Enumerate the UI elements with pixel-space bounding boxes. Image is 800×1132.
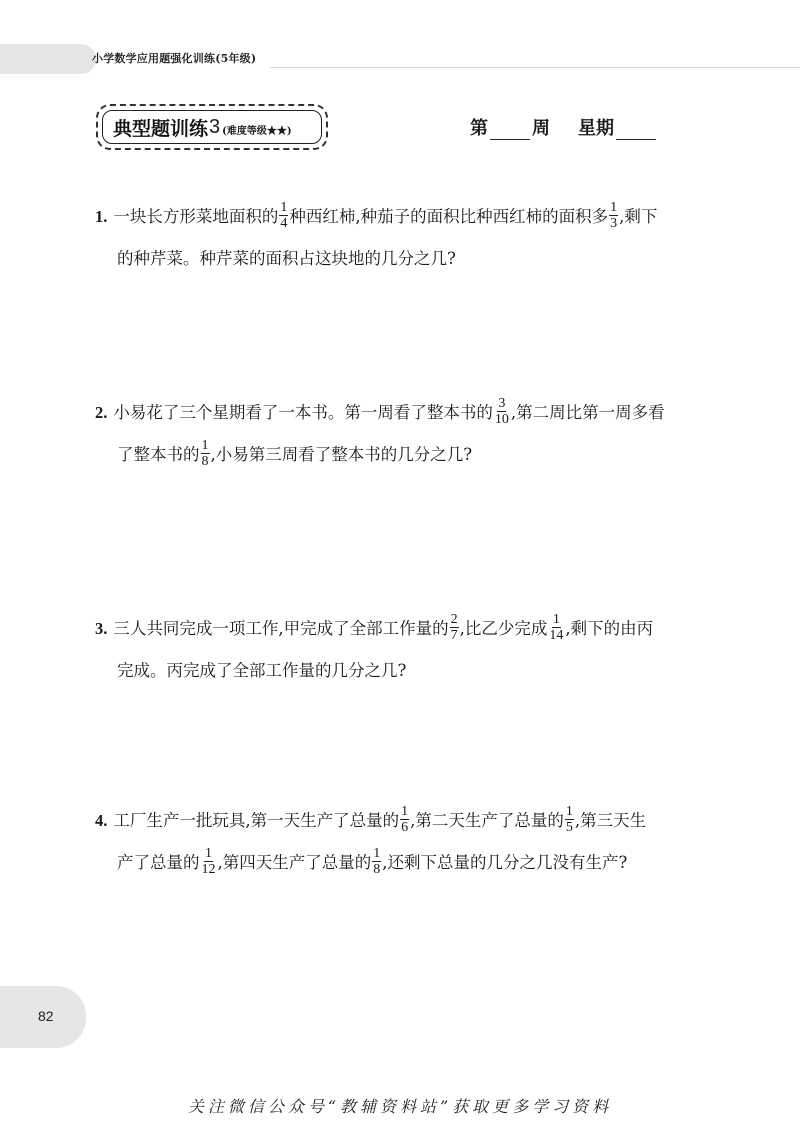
header-rule (270, 67, 800, 68)
problem-text: 小易花了三个星期看了一本书。第一周看了整本书的 (113, 403, 493, 422)
problem-text: ,剩下 (619, 207, 658, 226)
problem-text: ,第二周比第一周多看 (510, 403, 665, 422)
page-number: 82 (38, 1008, 54, 1024)
problem-text: 种西红柿,种茄子的面积比种西红柿的面积多 (289, 207, 609, 226)
header-band (0, 44, 96, 74)
problem-text: ,剩下的由丙 (565, 619, 654, 638)
difficulty-label: (难度等级★★) (222, 125, 292, 137)
section-badge (96, 104, 328, 150)
problem-1 (95, 196, 715, 280)
problem-line: 完成。丙完成了全部工作量的几分之几? (117, 661, 407, 680)
date-fields (470, 114, 656, 140)
fraction: $\frac{2}{7}$ (450, 612, 458, 643)
problem-3 (95, 608, 715, 692)
fraction: $\frac{1}{6}$ (401, 804, 409, 835)
problem-text: 三人共同完成一项工作,甲完成了全部工作量的 (113, 619, 449, 638)
problem-text: 一块长方形菜地面积的 (113, 207, 279, 226)
problem-2 (95, 392, 715, 476)
problem-text: ,第四天生产了总量的 (217, 853, 372, 872)
fraction: $\frac{1}{12}$ (201, 846, 216, 877)
problem-text: ,小易第三周看了整本书的几分之几? (210, 445, 473, 464)
problem-number: 1. (95, 207, 108, 226)
book-title: 小学数学应用题强化训练(5年级) (92, 52, 257, 65)
fraction: $\frac{1}{4}$ (280, 200, 288, 231)
footer-note: 关注微信公众号“教辅资料站”获取更多学习资料 (187, 1097, 613, 1116)
section-number: 3 (209, 115, 221, 138)
problem-text: 产了总量的 (117, 853, 200, 872)
fraction: $\frac{1}{3}$ (610, 200, 618, 231)
problem-number: 4. (95, 811, 108, 830)
problem-text: ,第三天生 (574, 811, 647, 830)
problem-line (95, 842, 715, 884)
fraction: $\frac{1}{5}$ (565, 804, 573, 835)
problem-text: ,比乙少完成 (459, 619, 548, 638)
problem-number: 2. (95, 403, 108, 422)
week-prefix: 第 (470, 118, 488, 139)
problem-line (95, 608, 715, 650)
weekday-blank[interactable] (616, 139, 656, 140)
weekday-label: 星期 (578, 118, 614, 139)
problem-line: 的种芹菜。种芹菜的面积占这块地的几分之几? (117, 249, 456, 268)
week-blank[interactable] (490, 139, 530, 140)
section-title: 典型题训练 (113, 117, 209, 140)
week-suffix: 周 (532, 118, 550, 139)
problem-line (95, 434, 715, 476)
problem-line (95, 196, 715, 238)
problem-line (95, 800, 715, 842)
problem-text: ,还剩下总量的几分之几没有生产? (382, 853, 628, 872)
problem-line (95, 392, 715, 434)
problem-number: 3. (95, 619, 108, 638)
problem-text: 工厂生产一批玩具,第一天生产了总量的 (113, 811, 400, 830)
problem-text: 了整本书的 (117, 445, 200, 464)
fraction: $\frac{1}{8}$ (201, 438, 209, 469)
fraction: $\frac{3}{10}$ (494, 396, 509, 427)
problem-4 (95, 800, 715, 884)
fraction: $\frac{1}{14}$ (549, 612, 564, 643)
section-badge-inner (102, 110, 322, 144)
problem-text: ,第二天生产了总量的 (410, 811, 564, 830)
fraction: $\frac{1}{8}$ (373, 846, 381, 877)
